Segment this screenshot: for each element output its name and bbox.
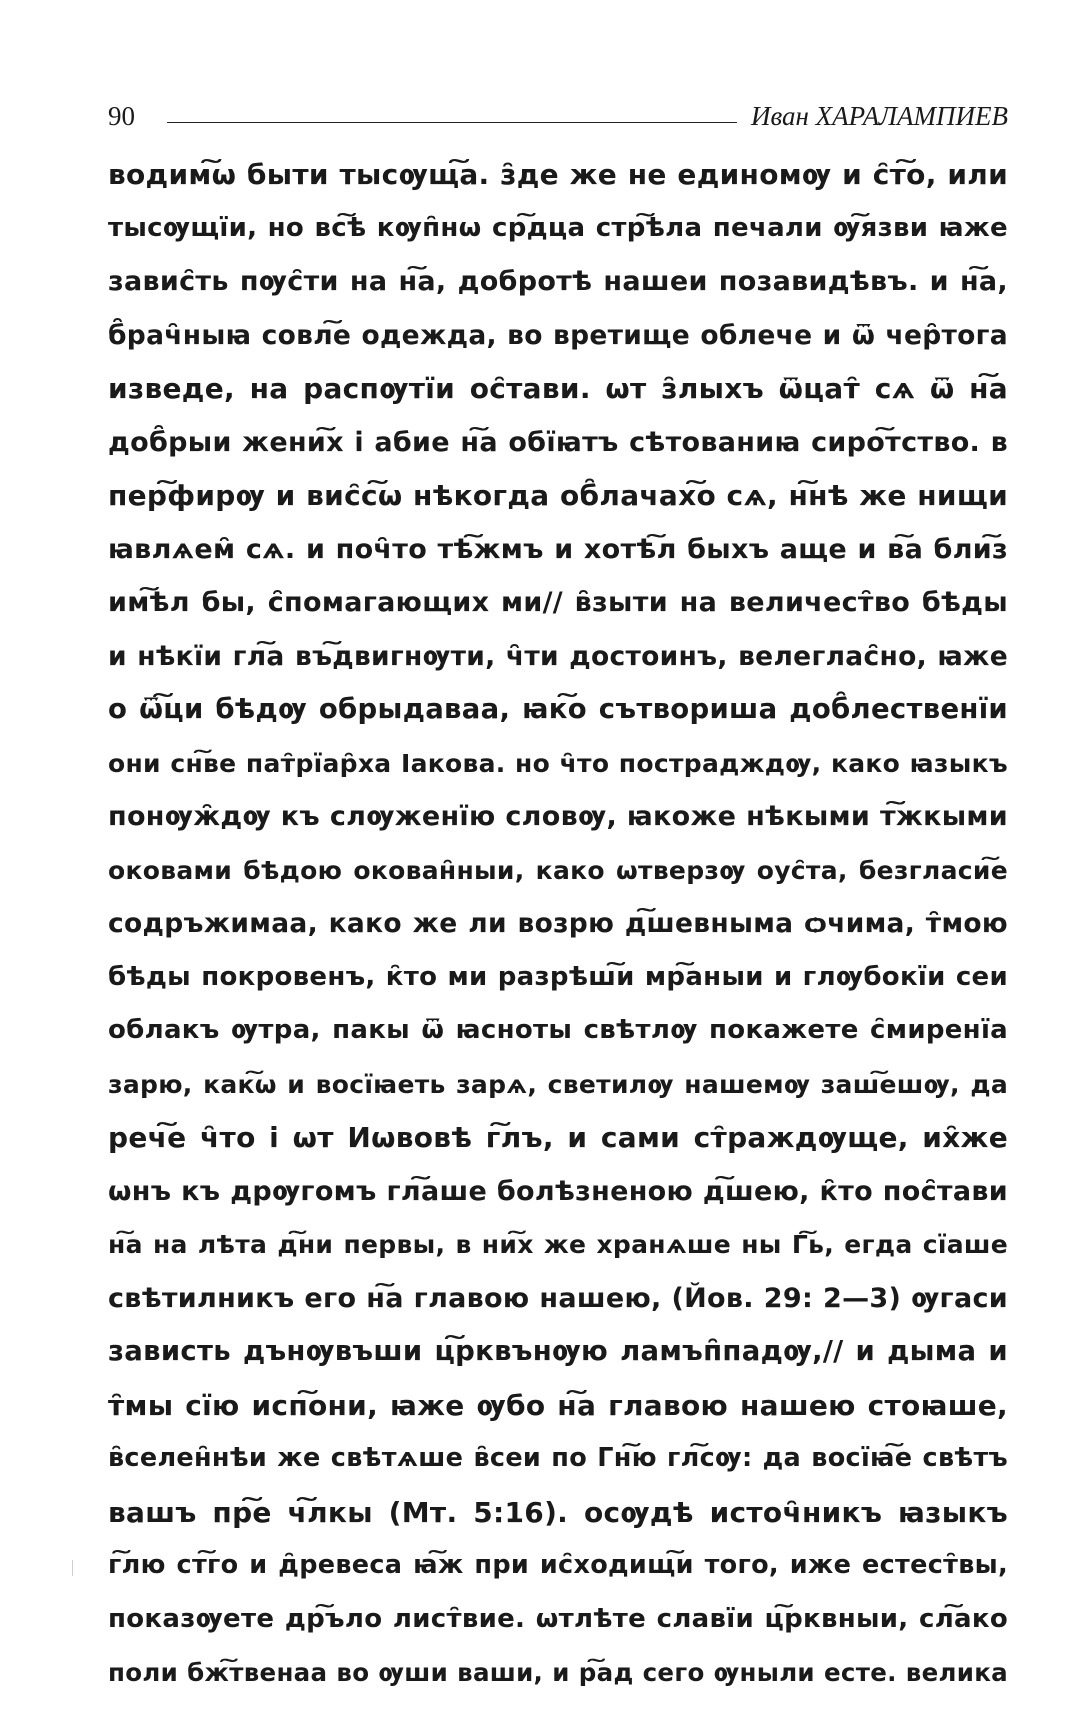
text-line: и нѣкїи гл͠а въ͠двигнѹти, ч̑ти достоинъ, велеглас̑но, ꙗже xyxy=(108,640,1008,672)
text-line: изведе, на распѹтїи ос̑тави. ѡт з̑лыхъ ѿцат̑ сѧ ѿ н͠а xyxy=(108,372,1008,405)
running-title: Иван ХАРАЛАМПИЕВ xyxy=(751,101,1008,131)
text-line: понѹж̑дѹ къ слѹженїю словѹ, ꙗкоже нѣкыми т͠жкыми xyxy=(108,801,1008,832)
text-line: показѹете др͠ъло лист̑вие. ѡтлѣте славїи ц͠рквныи, сл͠ако xyxy=(108,1603,1008,1634)
text-line: ѡнъ къ дрѹгомъ гл͠аше болѣзненою д͠шею, к̑то пос̑тави xyxy=(108,1175,1008,1207)
text-line: содръжимаа, како же ли возрю д͠шевныма ѻчима, т̑мою xyxy=(108,908,1008,939)
text-line: пер͠фирѹ и вис̑с͠ѡ нѣкогда об̑лачах͠о сѧ, н͠нѣ же нищи xyxy=(108,479,1008,512)
text-line: оковами бѣдою окован̑ныи, како ѡтверзѹ оус̑та, безгласи͠е xyxy=(108,855,1008,885)
text-line: г͠лю ст͠го и д̑ревеса ꙗ͠ж при ис̑ходищ͠и того, иже естест̑вы, xyxy=(108,1550,1008,1580)
text-line: облакъ ѹтра, пакы ѿ ꙗсноты свѣтлѹ покажете с̑миренїа xyxy=(108,1015,1008,1045)
text-line: доб̑рыи жени͠х і абие н͠а обїꙗтъ сѣтованиꙗ сиро͠тство. в xyxy=(108,426,1008,458)
text-line: зарю, как͠ѡ и восїꙗеть зарѧ, светилѹ нашемѹ заш͠ешѹ, да xyxy=(108,1069,1008,1099)
margin-mark xyxy=(72,1560,73,1576)
running-head xyxy=(108,86,1008,130)
text-line: зависть дънѹвъши ц͠рквънѹю ламъп̑падѹ,// и дыма и xyxy=(108,1335,1008,1367)
text-line: н͠а на лѣта д͠ни первы, в ни͠х же хранѧше ны Г͠ь, егда сїаше xyxy=(108,1230,1008,1259)
text-line: б̑рач̑ныꙗ совл͠е одежда, во вретище облече и ѿ чер̑тога xyxy=(108,319,1008,351)
body-text xyxy=(108,148,1008,1700)
page-number: 90 xyxy=(108,101,135,131)
text-line: тысѹщїи, но вс͠ѣ кѹп̑нѡ ср͠дца стр͠ѣла печали ѹ͠язви ꙗже xyxy=(108,212,1008,243)
text-line: бѣды покровенъ, к̑то ми разрѣш͠и мр͠аныи и глѹбокїи сеи xyxy=(108,961,1008,992)
text-line: свѣтилникъ его н͠а главою нашею, (Йов. 29: 2—3) ѹгаси xyxy=(108,1282,1008,1314)
text-line: поли бж͠твенаа во ѹши ваши, и р͠ад сего ѹныли есте. велика xyxy=(108,1658,1008,1687)
header-rule xyxy=(167,122,737,123)
text-line: в̑селен̑нѣи же свѣтѧше в̑сеи по Гн͠ю гл͠сѹ: да восїꙗ͠е свѣтъ xyxy=(108,1443,1008,1473)
text-line: т̑мы сїю исп͠они, ꙗже ѹбо н͠а главою нашею стоꙗше, xyxy=(108,1388,1008,1422)
text-line: о ѿ͠ци бѣдѹ обрыдаваа, ꙗк͠о сътвориша доб̑лественїи xyxy=(108,693,1008,725)
text-line: ꙗвлѧем̑ сѧ. и поч̑то тѣ͠жмъ и хотѣ͠л быхъ аще и в͠а бли͠з xyxy=(108,533,1008,565)
text-line: завис̑ть пѹс̑ти на н͠а, добротѣ нашеи позавидѣвъ. и н͠а, xyxy=(108,266,1008,297)
text-line: водим͠ѡ быти тысѹщ͠а. з̑де же не единомѹ и с̑т͠о, или xyxy=(108,158,1008,191)
text-line: вашъ пр͠е ч͠лкы (Мт. 5:16). осѹдѣ источ̑никъ ꙗзыкъ xyxy=(108,1495,1008,1529)
text-line: им͠ѣл бы, с̑помагающих ми// в̑зыти на величест̑во бѣды xyxy=(108,587,1008,618)
text-line: они сн͠ве пат̑рїар̑ха Іакова. но ч̑то пострадждѹ, како ꙗзыкъ xyxy=(108,748,1008,778)
text-line: реч͠е ч̑то і ѡт Иѡвовѣ г͠лъ, и сами ст̑раждѹще, их̑же xyxy=(108,1121,1008,1154)
